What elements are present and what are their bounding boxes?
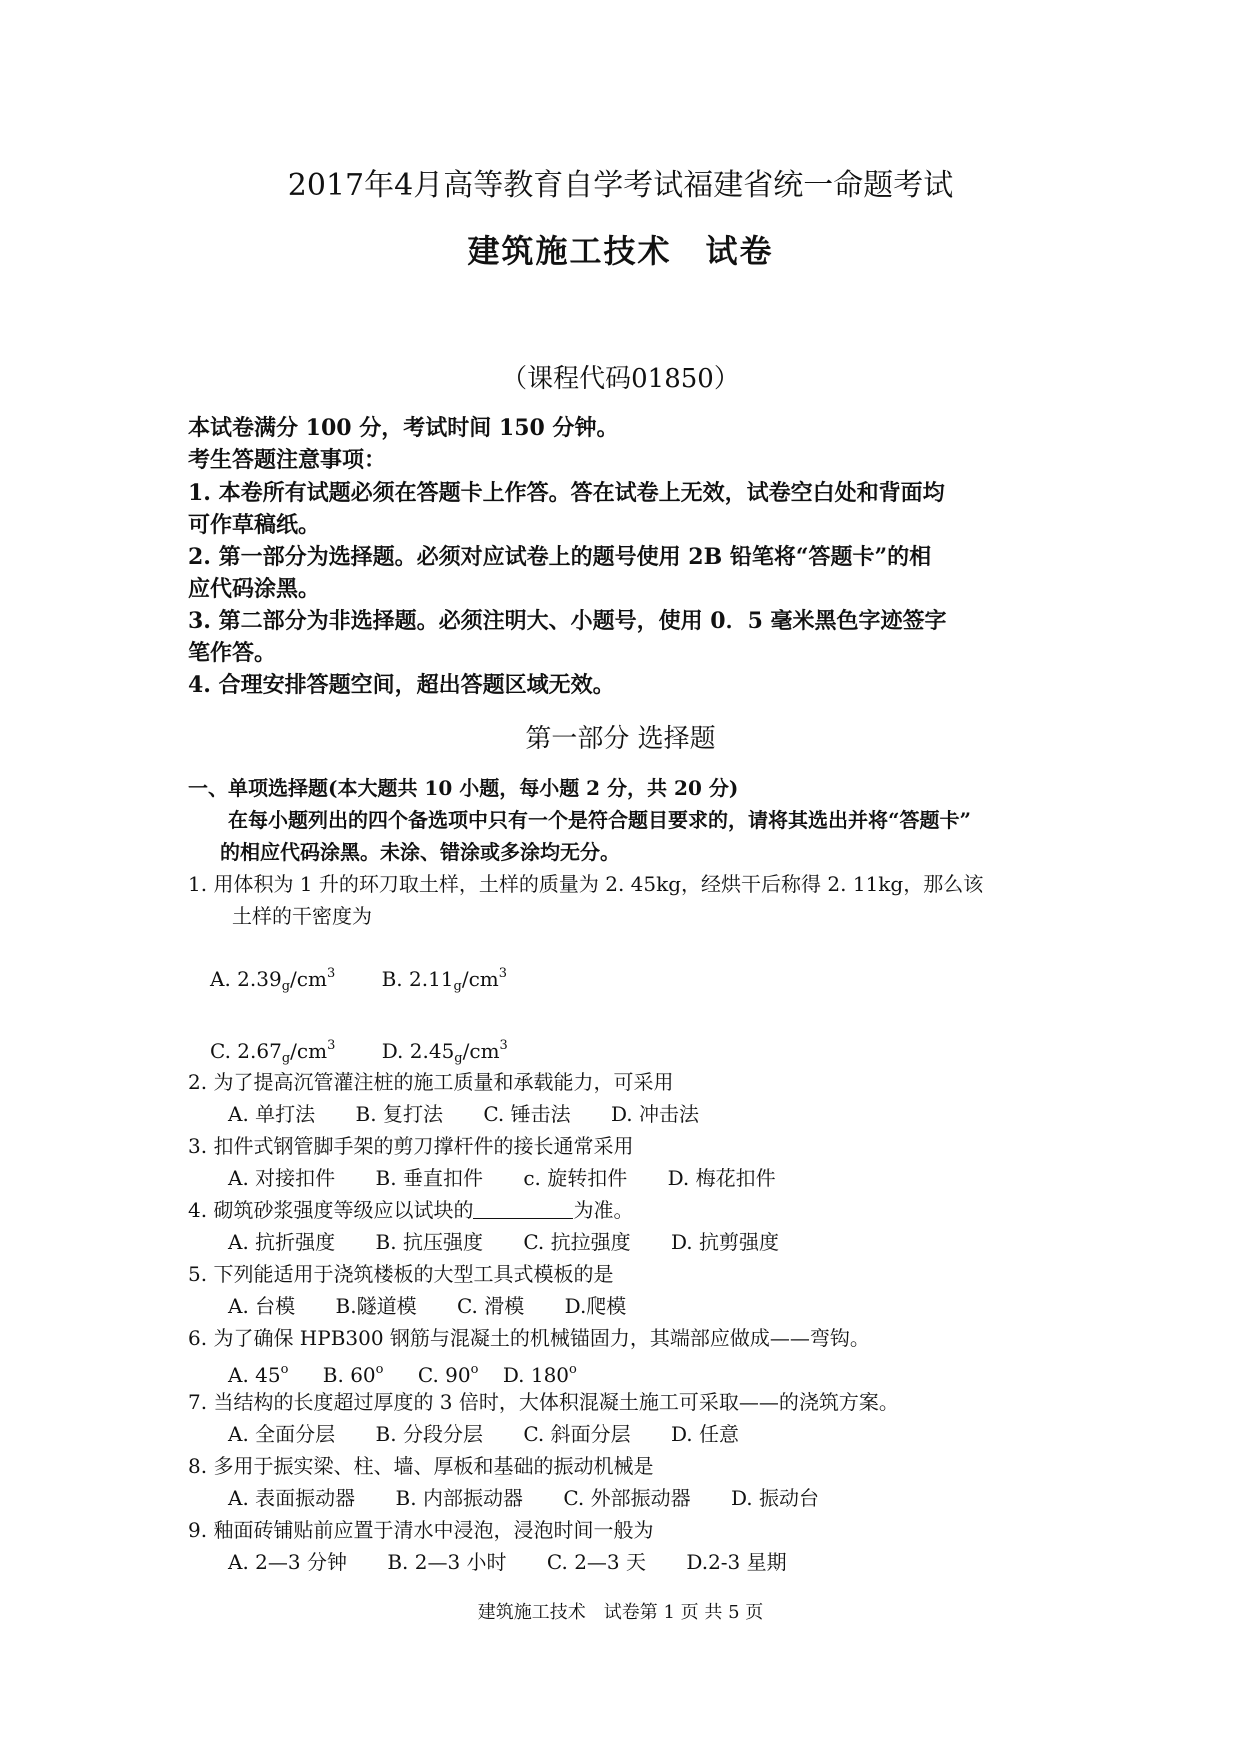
option-c: C. 外部振动器	[563, 1486, 691, 1510]
question-8-stem: 8. 多用于振实梁、柱、墙、厚板和基础的振动机械是	[188, 1454, 654, 1478]
notice-heading: 考生答题注意事项：	[188, 447, 387, 473]
option-b: B. 2—3 小时	[387, 1550, 507, 1574]
option-c: c. 旋转扣件	[523, 1166, 628, 1190]
option-b: B. 内部振动器	[395, 1486, 523, 1510]
question-8-options	[228, 1482, 819, 1514]
notice-item-3-cont: 笔作答。	[188, 640, 277, 666]
notice-item-2-cont: 应代码涂黑。	[188, 576, 321, 602]
option-d: D.爬模	[564, 1294, 627, 1318]
question-1-stem-cont: 土样的干密度为	[232, 904, 372, 928]
notice-score-time: 本试卷满分 100 分，考试时间 150 分钟。	[188, 415, 619, 441]
question-4-stem: 4. 砌筑砂浆强度等级应以试块的 为准。	[188, 1198, 634, 1222]
question-5-stem: 5. 下列能适用于浇筑楼板的大型工具式模板的是	[188, 1262, 614, 1286]
option-d: D. 任意	[670, 1422, 740, 1446]
answer-blank	[473, 1200, 573, 1219]
notice-item-1-cont: 可作草稿纸。	[188, 512, 321, 538]
page-footer: 建筑施工技术 试卷第 1 页 共 5 页	[477, 1602, 764, 1623]
question-2-options	[228, 1098, 699, 1130]
question-9-stem: 9. 釉面砖铺贴前应置于清水中浸泡，浸泡时间一般为	[188, 1518, 654, 1542]
paper-title: 建筑施工技术 试卷	[467, 232, 774, 270]
exam-title: 2017年4月高等教育自学考试福建省统一命题考试	[287, 168, 954, 203]
option-d: D. $2.45_g/cm^3$	[381, 1038, 508, 1066]
option-a: A. 台模	[228, 1294, 296, 1318]
question-3-options	[228, 1162, 776, 1194]
notice-item-4: 4. 合理安排答题空间，超出答题区域无效。	[188, 672, 615, 698]
section-instruction: 在每小题列出的四个备选项中只有一个是符合题目要求的，请将其选出并将“答题卡”	[228, 808, 972, 832]
option-a: A. 对接扣件	[228, 1166, 336, 1190]
notice-item-3: 3. 第二部分为非选择题。必须注明大、小题号，使用 0．5 毫米黑色字迹签字	[188, 608, 947, 634]
option-c: C. 90$^o$	[417, 1362, 479, 1387]
option-d: D. 梅花扣件	[667, 1166, 776, 1190]
option-b: B.隧道模	[335, 1294, 417, 1318]
section-title: 一、单项选择题(本大题共 10 小题，每小题 2 分，共 20 分)	[188, 776, 739, 800]
option-d: D. 冲击法	[610, 1102, 700, 1126]
option-b: B. 复打法	[355, 1102, 443, 1126]
option-d: D. 振动台	[730, 1486, 820, 1510]
option-b: B. 垂直扣件	[375, 1166, 483, 1190]
option-a: A. $2.39_g/cm^3$	[210, 966, 336, 994]
question-9-options	[228, 1546, 787, 1578]
option-c: C. 滑模	[456, 1294, 525, 1318]
option-a: A. 抗折强度	[228, 1230, 336, 1254]
question-7-stem: 7. 当结构的长度超过厚度的 3 倍时，大体积混凝土施工可采取——的浇筑方案。	[188, 1390, 899, 1414]
option-b: B. 抗压强度	[375, 1230, 483, 1254]
question-6-stem: 6. 为了确保 HPB300 钢筋与混凝土的机械锚固力，其端部应做成——弯钩。	[188, 1326, 870, 1350]
option-a: A. 表面振动器	[228, 1486, 356, 1510]
option-c: C. 2—3 天	[546, 1550, 647, 1574]
option-d: D.2-3 星期	[686, 1550, 787, 1574]
option-a: A. 全面分层	[228, 1422, 336, 1446]
question-5-options	[228, 1290, 626, 1322]
option-b: B. 分段分层	[375, 1422, 483, 1446]
option-c: C. $2.67_g/cm^3$	[210, 1038, 336, 1066]
question-4-options	[228, 1226, 779, 1258]
notice-item-2: 2. 第一部分为选择题。必须对应试卷上的题号使用 2B 铅笔将“答题卡”的相	[188, 544, 932, 570]
question-3-stem: 3. 扣件式钢管脚手架的剪刀撑杆件的接长通常采用	[188, 1134, 634, 1158]
option-a: A. 2—3 分钟	[228, 1550, 347, 1574]
question-1-stem: 1. 用体积为 1 升的环刀取土样，土样的质量为 2. 45kg，经烘干后称得 2. 11kg，那么该	[188, 872, 984, 896]
notice-item-1: 1. 本卷所有试题必须在答题卡上作答。答在试卷上无效，试卷空白处和背面均	[188, 480, 945, 506]
option-d: D. 抗剪强度	[670, 1230, 780, 1254]
option-b: B. $2.11_g/cm^3$	[381, 966, 508, 994]
part-heading: 第一部分 选择题	[525, 724, 716, 754]
section-instruction-cont: 的相应代码涂黑。未涂、错涂或多涂均无分。	[220, 840, 620, 864]
option-a: A. 45$^o$	[228, 1362, 289, 1387]
option-c: C. 抗拉强度	[523, 1230, 631, 1254]
option-b: B. 60$^o$	[322, 1362, 384, 1387]
option-c: C. 锤击法	[483, 1102, 571, 1126]
option-c: C. 斜面分层	[523, 1422, 631, 1446]
course-code: （课程代码01850）	[501, 364, 740, 394]
option-a: A. 单打法	[228, 1102, 316, 1126]
question-1-options-row-1	[210, 958, 507, 1003]
option-d: D. 180$^o$	[502, 1362, 577, 1387]
question-7-options	[228, 1418, 739, 1450]
question-2-stem: 2. 为了提高沉管灌注桩的施工质量和承载能力，可采用	[188, 1070, 674, 1094]
